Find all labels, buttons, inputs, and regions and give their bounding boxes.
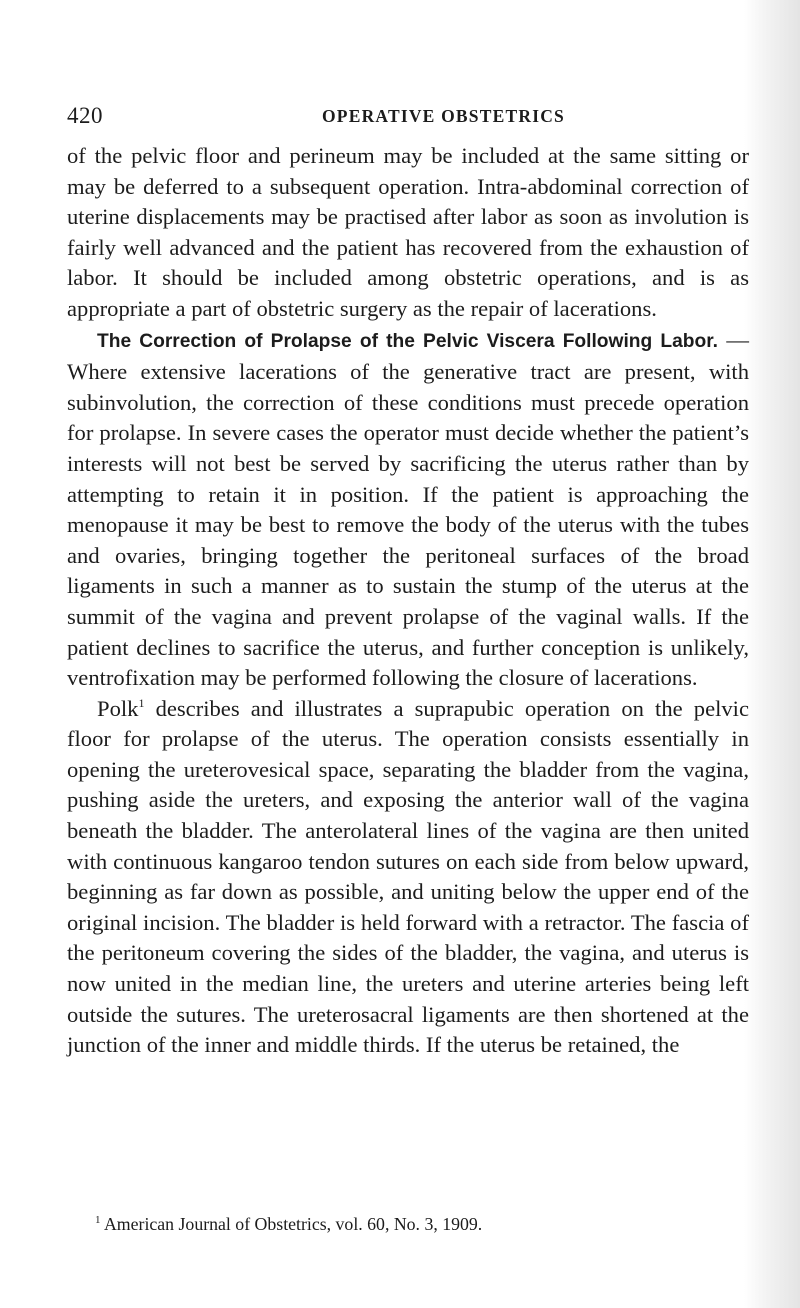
paragraph-3 xyxy=(67,694,749,1061)
footnote xyxy=(95,1213,755,1235)
footnote-text: American Journal of Obstetrics, vol. 60, No. 3, 1909. xyxy=(100,1214,483,1234)
paragraph-2 xyxy=(67,325,749,694)
body-text xyxy=(67,141,749,1061)
paragraph-2-text: —Where extensive lacerations of the generative tract are present, with subinvolution, the correction of these conditions must precede operation for prolapse. In severe cases the operator must decide whether the patient’s interests will not best be served by sacrificing the uterus rather than by attempting to retain it in position. If the patient is approaching the menopause it may be best to remove the body of the uterus with the tubes and ovaries, bringing together the peritoneal surfaces of the broad ligaments in such a manner as to sustain the stump of the uterus at the summit of the vagina and prevent prolapse of the vaginal walls. If the patient declines to sacrifice the uterus, and further conception is unlikely, ventrofixation may be performed following the closure of lacerations. xyxy=(67,326,750,691)
section-heading: The Correction of Prolapse of the Pelvic Viscera Following Labor. xyxy=(97,330,718,352)
page-number: 420 xyxy=(67,103,103,128)
cited-author: Polk xyxy=(97,695,139,721)
footnote-reference: 1 xyxy=(138,695,145,710)
paragraph-1: of the pelvic floor and perineum may be included at the same sitting or may be deferred to a subsequent operation. Intra-abdominal correction of uterine displacements may be practised after labor as soon as involution is fairly well advanced and the patient has recovered from the exhaustion of labor. It should be included among obstetric operations, and is as appropriate a part of obstetric surgery as the repair of lacerations. xyxy=(67,143,749,321)
footnote-marker: 1 xyxy=(95,1214,101,1226)
paragraph-3-text: describes and illustrates a suprapubic operation on the pelvic floor for prolapse of the uterus. The operation consists essentially in opening the ureterovesical space, separating the bladder from the vagina, pushing aside the ureters, and exposing the anterior wall of the vagina beneath the bladder. The anterolateral lines of the vagina are then united with continuous kangaroo tendon sutures on each side from below upward, beginning as far down as possible, and uniting below the upper end of the original incision. The bladder is held forward with a retractor. The fascia of the peritoneum covering the sides of the bladder, the vagina, and uterus is now united in the median line, the ureters and uterine arteries being left outside the sutures. The ureterosacral ligaments are then shortened at the junction of the inner and middle thirds. If the uterus be retained, the xyxy=(67,695,749,1058)
page-header xyxy=(67,101,747,131)
running-title: OPERATIVE OBSTETRICS xyxy=(322,106,565,126)
